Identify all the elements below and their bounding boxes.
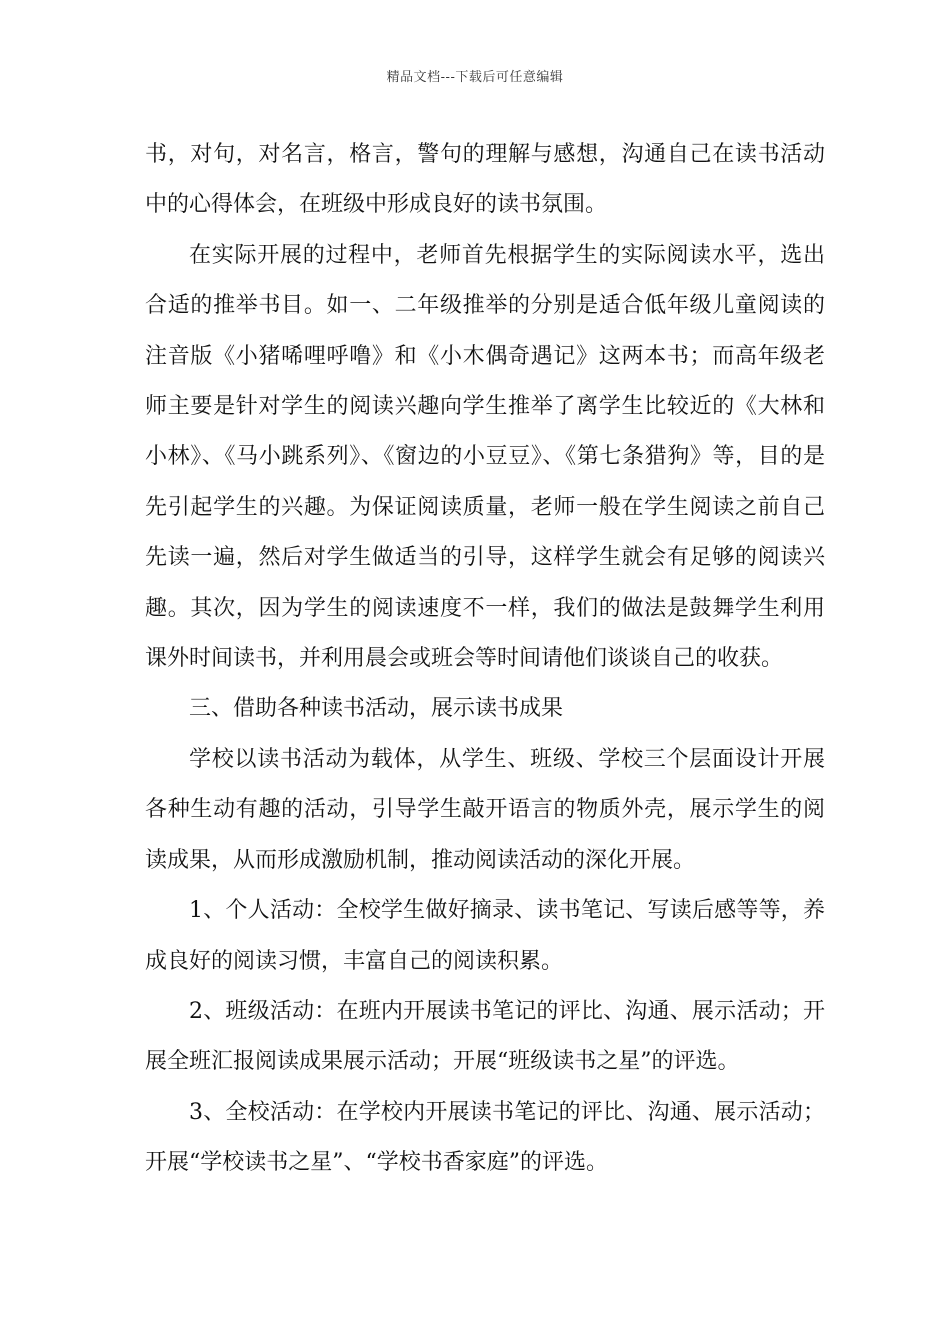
paragraph-activities-intro: 学校以读书活动为载体，从学生、班级、学校三个层面设计开展各种生动有趣的活动，引导学生敲开语言的物质外壳，展示学生的阅读成果，从而形成激励机制，推动阅读活动的深化开展。 — [145, 746, 825, 873]
section-heading: 三、借助各种读书活动，展示读书成果 — [189, 696, 564, 722]
paragraph-school-activity: 3、全校活动：在学校内开展读书笔记的评比、沟通、展示活动；开展“学校读书之星”、“学校书香家庭”的评选。 — [145, 1099, 825, 1176]
paragraph-personal-activity: 1、个人活动：全校学生做好摘录、读书笔记、写读后感等等，养成良好的阅读习惯，丰富自己的阅读积累。 — [145, 898, 825, 974]
document-body — [145, 130, 825, 1189]
paragraph-class-activity: 2、班级活动：在班内开展读书笔记的评比、沟通、展示活动；开展全班汇报阅读成果展示活动；开展“班级读书之星”的评选。 — [145, 998, 825, 1075]
paragraph-continuation: 书，对句，对名言，格言，警句的理解与感想，沟通自己在读书活动中的心得体会，在班级中形成良好的读书氛围。 — [145, 142, 825, 218]
page-header: 精品文档---下载后可任意编辑 — [386, 70, 564, 85]
paragraph-reading-process: 在实际开展的过程中，老师首先根据学生的实际阅读水平，选出合适的推举书目。如一、二年级推举的分别是适合低年级儿童阅读的注音版《小猪唏哩呼噜》和《小木偶奇遇记》这两本书；而高年级老师主要是针对学生的阅读兴趣向学生推举了离学生比较近的《大林和小林》、《马小跳系列》、《窗边的小豆豆》、《第七条猎狗》等，目的是先引起学生的兴趣。为保证阅读质量，老师一般在学生阅读之前自己先读一遍，然后对学生做适当的引导，这样学生就会有足够的阅读兴趣。其次，因为学生的阅读速度不一样，我们的做法是鼓舞学生利用课外时间读书，并利用晨会或班会等时间请他们谈谈自己的收获。 — [145, 242, 825, 672]
